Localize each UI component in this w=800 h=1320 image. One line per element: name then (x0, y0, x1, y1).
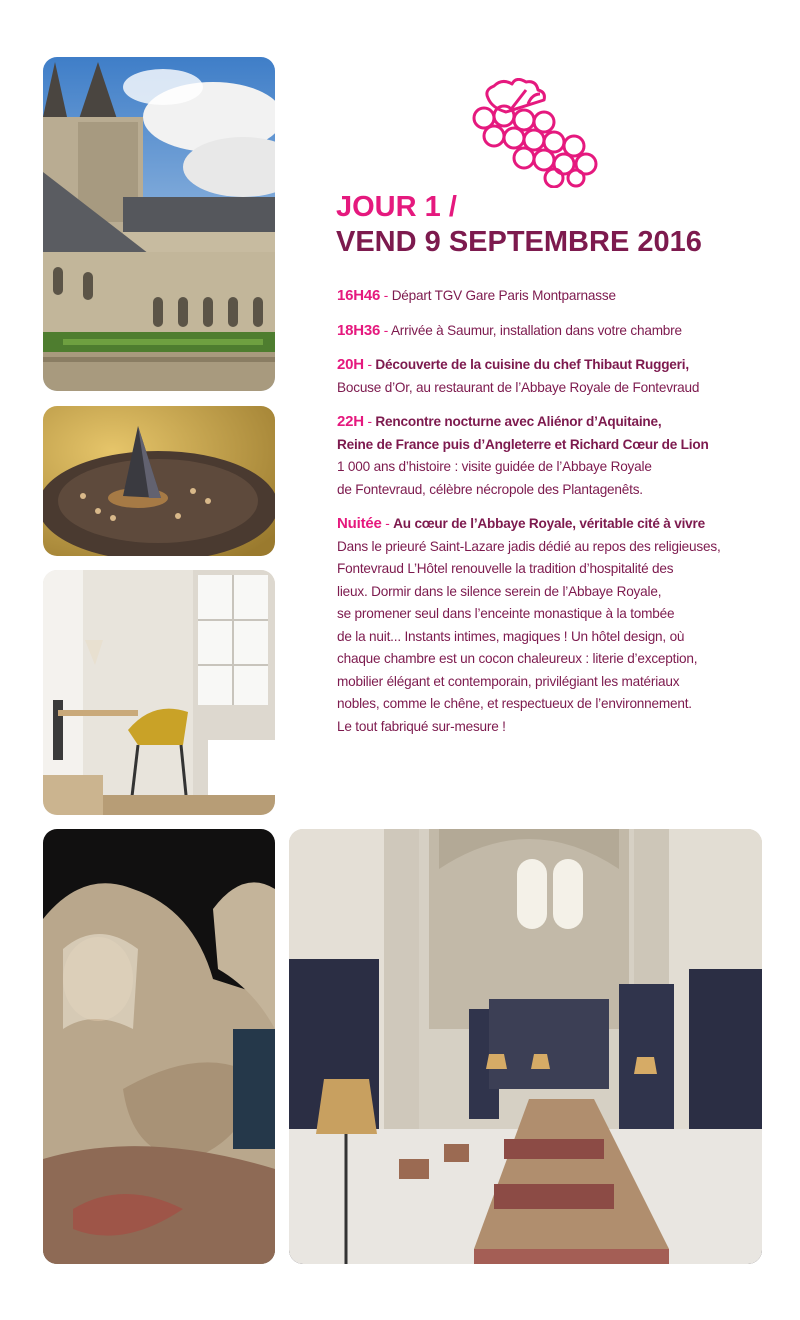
entry-time: 16H46 (337, 287, 381, 304)
entry-text-line: 1 000 ans d’histoire : visite guidée de l’Abbaye Royale (337, 459, 652, 474)
entry-text-line: chaque chambre est un cocon chaleureux : literie d’exception, (337, 651, 698, 666)
entry-text-line: Fontevraud L’Hôtel renouvelle la tradition d’hospitalité des (337, 561, 674, 576)
entry-text-line: de la nuit... Instants intimes, magiques ! Un hôtel design, où (337, 628, 685, 644)
entry-heading: Rencontre nocturne avec Aliénor d’Aquitaine, (375, 414, 662, 429)
entry-heading-continued: Reine de France puis d’Angleterre et Richard Cœur de Lion (337, 436, 709, 452)
page-title (336, 190, 702, 260)
program-entry: Nuitée - Au cœur de l’Abbaye Royale, véritable cité à vivre Dans le prieuré Saint-Lazare jadis dédié au repos des religieuses, Fontevraud L’Hôtel renouvelle la tradition d’hospitalité des lieux. Dormir dans le silence serein de l’Abbaye Royale, se promener seul dans l’enceinte monastique à la tombée de la nuit... Instants intimes, magiques ! Un hôtel design, où chaque chambre est un cocon chaleureux : literie d’exception, mobilier élégant et contemporain, privilégiant les matériaux nobles, comme le chêne, et respectueux de l’environnement. Le tout fabriqué sur-mesure ! (337, 513, 777, 738)
entry-text-line: mobilier élégant et contemporain, privilégiant les matériaux (337, 673, 680, 689)
entry-heading: Découverte de la cuisine du chef Thibaut Ruggeri, (375, 357, 689, 372)
entry-heading: Au cœur de l’Abbaye Royale, véritable cité à vivre (393, 516, 705, 531)
gisant-statue-photo (43, 829, 275, 1264)
program-entry: 18H36 - Arrivée à Saumur, installation dans votre chambre (337, 321, 682, 339)
entry-text-line: lieux. Dormir dans le silence serein de l’Abbaye Royale, (337, 583, 662, 599)
date-label: VEND 9 SEPTEMBRE 2016 (336, 226, 702, 258)
day-label: JOUR 1 / (336, 191, 457, 223)
entry-text-line: Bocuse d’Or, au restaurant de l’Abbaye Royale de Fontevraud (337, 379, 700, 395)
entry-time: 22H (337, 413, 364, 430)
grape-icon (466, 78, 602, 188)
program-entry: 16H46 - Départ TGV Gare Paris Montparnasse (337, 287, 616, 304)
entry-text-line: Dans le prieuré Saint-Lazare jadis dédié au repos des religieuses, (337, 538, 721, 554)
entry-time: 20H (337, 356, 364, 373)
hotel-room-photo (43, 570, 275, 815)
abbey-lounge-photo (289, 829, 762, 1264)
entry-text: Arrivée à Saumur, installation dans votre chambre (390, 322, 682, 338)
entry-time: Nuitée (337, 515, 382, 532)
program-entry: 22H - Rencontre nocturne avec Aliénor d’Aquitaine, Reine de France puis d’Angleterre et Richard Cœur de Lion 1 000 ans d’histoire : visite guidée de l’Abbaye Royale de Fontevraud, célèbre nécropole des Plantagenêts. (337, 411, 777, 501)
program-list (337, 285, 777, 750)
dessert-photo (43, 406, 275, 556)
entry-text-line: Le tout fabriqué sur-mesure ! (337, 718, 506, 734)
entry-text-line: se promener seul dans l’enceinte monastique à la tombée (337, 606, 675, 621)
entry-text: Départ TGV Gare Paris Montparnasse (391, 288, 616, 303)
entry-text-line: de Fontevraud, célèbre nécropole des Plantagenêts. (337, 481, 643, 497)
program-entry: 20H - Découverte de la cuisine du chef Thibaut Ruggeri, Bocuse d’Or, au restaurant de l’Abbaye Royale de Fontevraud (337, 354, 777, 399)
entry-time: 18H36 (337, 321, 381, 339)
abbey-cloister-photo (43, 57, 275, 391)
entry-text-line: nobles, comme le chêne, et respectueux de l’environnement. (337, 696, 692, 711)
